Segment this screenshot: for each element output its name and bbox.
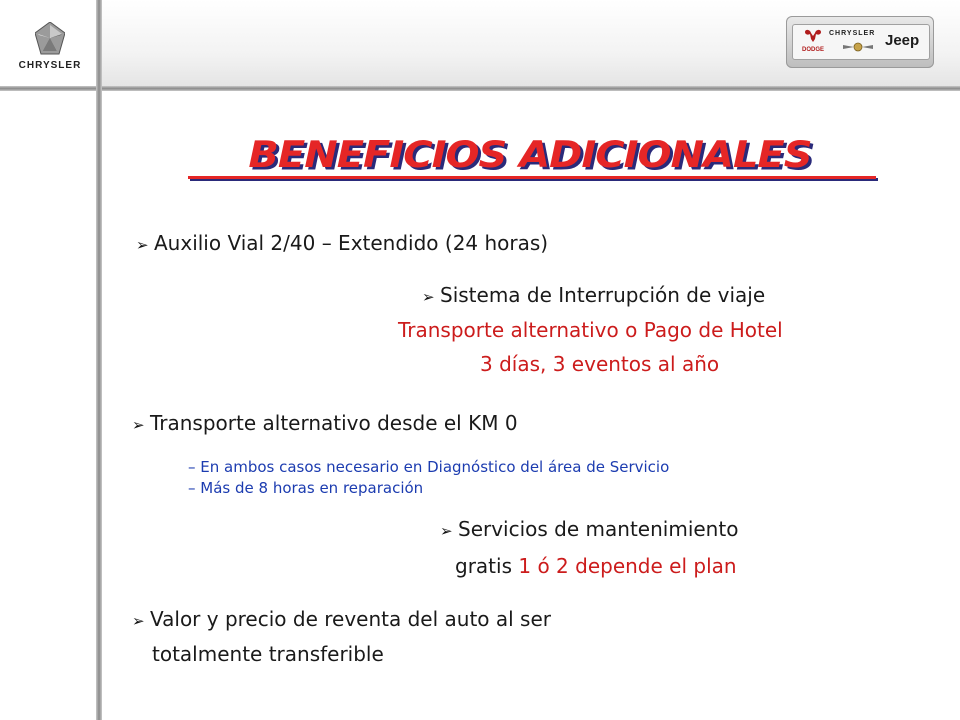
gratis-text: gratis bbox=[455, 554, 519, 578]
bullet-sistema bbox=[422, 283, 765, 307]
chrysler-logo-text: CHRYSLER bbox=[18, 60, 82, 71]
gratis-line bbox=[455, 554, 737, 578]
arrow-bullet-icon: ➢ bbox=[132, 612, 145, 630]
bullet-sistema-text: Sistema de Interrupción de viaje bbox=[440, 283, 766, 307]
dodge-logo bbox=[797, 28, 829, 53]
plan-text: 1 ó 2 depende el plan bbox=[518, 554, 737, 578]
bullet-servicios bbox=[440, 517, 738, 541]
chrysler-wordmark: CHRYSLER bbox=[829, 30, 876, 37]
pentastar-icon bbox=[35, 22, 65, 56]
arrow-bullet-icon: ➢ bbox=[136, 236, 149, 254]
valor-continuation: totalmente transferible bbox=[152, 642, 384, 666]
nota-diagnostico: – En ambos casos necesario en Diagnóstico del área de Servicio bbox=[188, 458, 670, 476]
sidebar-divider bbox=[96, 0, 102, 720]
brand-badge bbox=[786, 16, 934, 68]
title-underline bbox=[188, 176, 876, 179]
page-title: BENEFICIOS ADICIONALES bbox=[248, 133, 812, 177]
ram-head-icon bbox=[803, 29, 823, 43]
bullet-auxilio-text: Auxilio Vial 2/40 – Extendido (24 horas) bbox=[154, 231, 549, 255]
bullet-transporte-km-text: Transporte alternativo desde el KM 0 bbox=[150, 411, 518, 435]
arrow-bullet-icon: ➢ bbox=[422, 288, 435, 306]
bullet-servicios-text: Servicios de mantenimiento bbox=[458, 517, 739, 541]
dodge-label: DODGE bbox=[801, 47, 824, 53]
dias-eventos-text: 3 días, 3 eventos al año bbox=[480, 352, 720, 376]
arrow-bullet-icon: ➢ bbox=[132, 416, 145, 434]
wing-emblem-icon bbox=[843, 42, 873, 52]
bullet-auxilio bbox=[136, 231, 548, 255]
bullet-valor bbox=[132, 607, 551, 631]
arrow-bullet-icon: ➢ bbox=[440, 522, 453, 540]
brand-badge-inner bbox=[792, 24, 930, 60]
header-divider bbox=[0, 86, 960, 91]
bullet-valor-text: Valor y precio de reventa del auto al ser bbox=[150, 607, 551, 631]
bullet-transporte-km bbox=[132, 411, 518, 435]
transporte-hotel-text: Transporte alternativo o Pago de Hotel bbox=[398, 318, 783, 342]
nota-horas: – Más de 8 horas en reparación bbox=[188, 479, 424, 497]
chrysler-logo bbox=[6, 22, 94, 82]
jeep-wordmark: Jeep bbox=[885, 32, 920, 49]
